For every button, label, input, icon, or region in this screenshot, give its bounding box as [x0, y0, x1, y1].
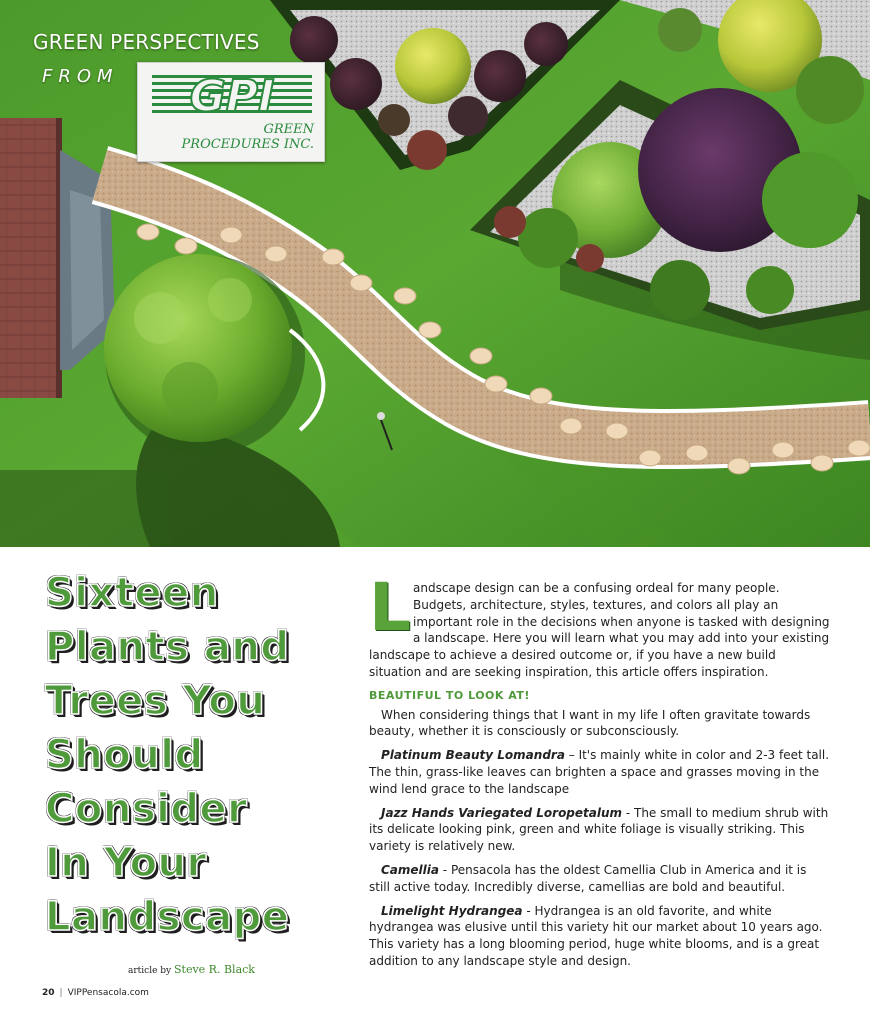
plant-name: Jazz Hands Variegated Loropetalum [381, 805, 623, 820]
logo-name-line1: GREEN [263, 122, 314, 137]
title-line: Should [45, 732, 204, 778]
plant-entry [369, 862, 830, 896]
article-body [369, 569, 830, 977]
section-paragraph: When considering things that I want in my life I often gravitate towards beauty, whether it is consciously or subconsciously. [369, 707, 811, 739]
logo-monogram: GPI [189, 71, 275, 122]
title-line: Consider [45, 786, 248, 832]
plant-description: – It's mainly white in color and 2-3 feet tall. The thin, grass-like leaves can brighten a space and grasses moving in the wind lend grace to the landscape [369, 748, 830, 796]
from-label: FROM [42, 66, 119, 87]
footer-site[interactable]: VIPPensacola.com [67, 988, 149, 998]
plant-description: - The small to medium shrub with its delicate looking pink, green and white foliage is visually striking. This variety is relatively new. [369, 805, 829, 854]
section-subhead: BEAUTIFUL TO LOOK AT! [369, 688, 530, 702]
plant-description: - Hydrangea is an old favorite, and white hydrangea was elusive until this variety hit our market about 10 years ago. This variety has a long blooming period, huge white blooms, and is a great addition to any landscape style and design. [369, 903, 823, 968]
article-title [45, 566, 365, 944]
plant-name: Platinum Beauty Lomandra [381, 748, 565, 763]
plant-name: Limelight Hydrangea [381, 903, 523, 918]
page-footer [42, 988, 149, 998]
plant-entry [369, 747, 830, 797]
title-line: Trees You [45, 678, 266, 724]
gpi-logo [137, 62, 325, 162]
gpi-logo-mark-icon [150, 69, 314, 123]
page-number: 20 [42, 988, 55, 998]
footer-separator: | [59, 988, 63, 998]
title-line: In Your [45, 840, 207, 886]
title-line: Sixteen [45, 570, 219, 616]
intro-paragraph [369, 569, 830, 681]
column-kicker: GREEN PERSPECTIVES [33, 30, 260, 54]
plant-description: - Pensacola has the oldest Camellia Club in America and it is still active today. Incredibly diverse, camellias are bold and beautiful. [369, 862, 807, 894]
title-line: Landscape [45, 894, 290, 940]
byline-author: Steve R. Black [174, 963, 255, 976]
drop-cap: L [369, 569, 412, 646]
intro-text: andscape design can be a confusing ordeal for many people. Budgets, architecture, styles, textures, and colors all play an important role in the decisions when anyone is tasked with designing a landscape. Here you will learn what you may add into your existing landscape to achieve a desired outcome or, if you have a new build situation and are seeking inspiration, this article offers inspiration. [369, 581, 830, 679]
plant-name: Camellia [381, 862, 439, 877]
byline-prefix: article by [128, 966, 172, 976]
plant-entry [369, 805, 830, 855]
title-line: Plants and [45, 624, 290, 670]
logo-name-line2: PROCEDURES INC. [181, 137, 314, 152]
byline [128, 963, 255, 976]
plant-entry [369, 903, 830, 970]
